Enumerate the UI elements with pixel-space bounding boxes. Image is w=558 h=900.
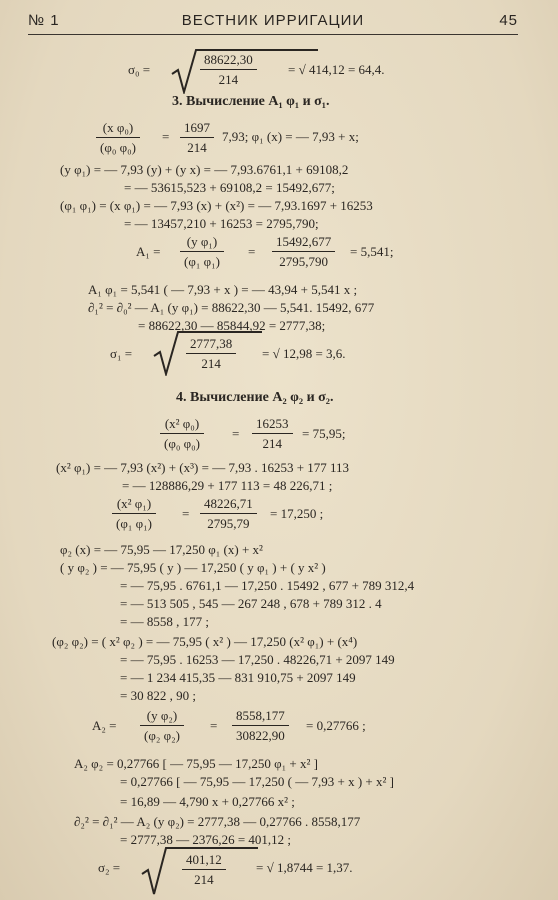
sigma1-fraction: $\frac{2777,38}{214}$: [186, 336, 236, 372]
issue-number: № 1: [28, 12, 60, 29]
a2-frac-1: $\frac{\text{(y φ₂)}}{\text{(φ₂ φ₂)}}$: [140, 708, 184, 744]
sigma0-lhs: σ₀ =: [128, 62, 151, 77]
sigma0-result: = √ 414,12 = 64,4.: [288, 62, 385, 77]
s3-line-1: (y φ₁) = — 7,93 (y) + (y x) = — 7,93.6761,1 + 69108,2: [60, 162, 349, 177]
s4-line-7: = — 8558 , 177 ;: [120, 614, 209, 629]
s3-frac-2: $\frac{1697}{214}$: [180, 120, 214, 156]
s4-line-11: = 30 822 , 90 ;: [120, 688, 196, 703]
s3-line-5: A₁ φ₁ = 5,541 ( — 7,93 + x ) = — 43,94 + 5,541 x ;: [88, 282, 358, 297]
s4-line-2: = — 128886,29 + 177 113 = 48 226,71 ;: [122, 478, 333, 493]
sigma0-fraction: $\frac{88622,30}{214}$: [200, 52, 257, 88]
s4-line-12: A₂ φ₂ = 0,27766 [ — 75,95 — 17,250 φ₁ + x² ]: [74, 756, 318, 771]
section-4-heading: 4. Вычисление A₂ φ₂ и σ₂.: [176, 390, 334, 405]
s4-line-10: = — 1 234 415,35 — 831 910,75 + 2097 149: [120, 670, 356, 685]
s4-line-3: φ₂ (x) = — 75,95 — 17,250 φ₁ (x) + x²: [60, 542, 263, 557]
section-3-heading: 3. Вычисление A₁ φ₁ и σ₁.: [172, 94, 330, 109]
s3-frac-1: $\frac{\text{(x φ₀)}}{\text{(φ₀ φ₀)}}$: [96, 120, 140, 156]
a1-frac-1: $\frac{\text{(y φ₁)}}{\text{(φ₁ φ₁)}}$: [180, 234, 224, 270]
s4-line-13: = 0,27766 [ — 75,95 — 17,250 ( — 7,93 + x ) + x² ]: [120, 774, 394, 789]
a2-frac-2: $\frac{8558,177}{30822,90}$: [232, 708, 289, 744]
s4-line-16: = 2777,38 — 2376,26 = 401,12 ;: [120, 832, 292, 847]
s4-line-14: = 16,89 — 4,790 x + 0,27766 x² ;: [120, 794, 295, 809]
s4-frac-1: $\frac{\text{(x² φ₀)}}{\text{(φ₀ φ₀)}}$: [160, 416, 204, 452]
s4-frac-2: $\frac{16253}{214}$: [252, 416, 293, 452]
s4-frac-4: $\frac{48226,71}{2795,79}$: [200, 496, 257, 532]
s3-line-3: (φ₁ φ₁) = (x φ₁) = — 7,93 (x) + (x²) = — 7,93.1697 + 16253: [60, 198, 373, 213]
s3-line-4: = — 13457,210 + 16253 = 2795,790;: [124, 216, 319, 231]
s4-line-5: = — 75,95 . 6761,1 — 17,250 . 15492 , 677 + 789 312,4: [120, 578, 415, 593]
journal-page: № 1 ВЕСТНИК ИРРИГАЦИИ 45 σ₀ = $\frac{88622,30}{214}$ = √ 414,12 = 64,4. 3. Вычисление A₁ φ₁ и σ₁. $\frac{\text{(x φ₀)}}{\text{(φ₀ φ₀)}}$ = $\frac{1697}{214}$ 7,93; φ₁ (x) = — 7,93 + x; (y φ₁) = — 7,93 (y) + (y x) = — 7,93.6761,1 + 69108,2 = — 53615,523 + 69108,2 = 15492,677; (φ₁ φ₁) = (x φ₁) = — 7,93 (x) + (x²) = — 7,93.1697 + 16253 = — 13457,210 + 16253 = 2795,790; A₁ = $\frac{\text{(y φ₁)}}{\text{(φ₁ φ₁)}}$ = $\frac{15492,677}{2795,790}$ = 5,541; A₁ φ₁ = 5,541 ( — 7,93 + x ) = — 43,94 + 5,541 x ; ∂₁² = ∂₀² — A₁ (y φ₁) = 88622,30 — 5,541. 15492, 677 = 88622,30 — 85844,92 = 2777,38; σ₁ = $\frac{2777,38}{214}$ = √ 12,98 = 3,6. 4. Вычисление A₂ φ₂ и σ₂. $\frac{\text{(x² φ₀)}}{\text{(φ₀ φ₀)}}$ = $\frac{16253}{214}$ = 75,95; (x² φ₁) = — 7,93 (x²) + (x³) = — 7,93 . 16253 + 177 113 = — 128886,29 + 177 113 = 48 226,71 ; $\frac{\text{(x² φ₁)}}{\text{(φ₁ φ₁)}}$ = $\frac{48226,71}{2795,79}$ = 17,250 ; φ₂ (x) = — 75,95 — 17,250 φ₁ (x) + x² ( y φ₂ ) = — 75,95 ( y ) — 17,250 ( y φ₁ ) + ( y x² ) = — 75,95 . 6761,1 — 17,250 . 15492 , 677 + 789 312,4 = — 513 505 , 545 — 267 248 , 678 + 789 312 . 4 = — 8558 , 177 ; (φ₂ φ₂) = ( x² φ₂ ) = — 75,95 ( x² ) — 17,250 (x² φ₁) + (x⁴) = — 75,95 . 16253 — 17,250 . 48226,71 + 2097 149 = — 1 234 415,35 — 831 910,75 + 2097 149 = 30 822 , 90 ; A₂ = $\frac{\text{(y φ₂)}}{\text{(φ₂ φ₂)}}$ = $\frac{8558,177}{30822,90}$ = 0,27766 ; A₂ φ₂ = 0,27766 [ — 75,95 — 17,250 φ₁ + x² ] = 0,27766 [ — 75,95 — 17,250 ( — 7,93 + x ) + x² ] = 16,89 — 4,790 x + 0,27766 x² ; ∂₂² = ∂₁² — A₂ (y φ₂) = 2777,38 — 0,27766 . 8558,177 = 2777,38 — 2376,26 = 401,12 ; σ₂ = $\frac{401,12}{214}$ = √ 1,8744 = 1,37.: [0, 0, 558, 900]
s3-line-7: = 88622,30 — 85844,92 = 2777,38;: [138, 318, 326, 333]
s4-line-9: = — 75,95 . 16253 — 17,250 . 48226,71 + 2097 149: [120, 652, 395, 667]
journal-title: ВЕСТНИК ИРРИГАЦИИ: [181, 12, 365, 29]
a1-frac-2: $\frac{15492,677}{2795,790}$: [272, 234, 335, 270]
s4-line-15: ∂₂² = ∂₁² — A₂ (y φ₂) = 2777,38 — 0,27766 . 8558,177: [74, 814, 361, 829]
page-number: 45: [499, 12, 518, 29]
page-header: [28, 8, 518, 35]
s4-line-4: ( y φ₂ ) = — 75,95 ( y ) — 17,250 ( y φ₁ ) + ( y x² ): [60, 560, 326, 575]
s4-line-8: (φ₂ φ₂) = ( x² φ₂ ) = — 75,95 ( x² ) — 17,250 (x² φ₁) + (x⁴): [52, 634, 358, 649]
s3-line-2: = — 53615,523 + 69108,2 = 15492,677;: [124, 180, 335, 195]
s3-line-6: ∂₁² = ∂₀² — A₁ (y φ₁) = 88622,30 — 5,541. 15492, 677: [88, 300, 375, 315]
sigma2-fraction: $\frac{401,12}{214}$: [182, 852, 226, 888]
s4-frac-3: $\frac{\text{(x² φ₁)}}{\text{(φ₁ φ₁)}}$: [112, 496, 156, 532]
s4-line-1: (x² φ₁) = — 7,93 (x²) + (x³) = — 7,93 . 16253 + 177 113: [56, 460, 350, 475]
s4-line-6: = — 513 505 , 545 — 267 248 , 678 + 789 312 . 4: [120, 596, 382, 611]
